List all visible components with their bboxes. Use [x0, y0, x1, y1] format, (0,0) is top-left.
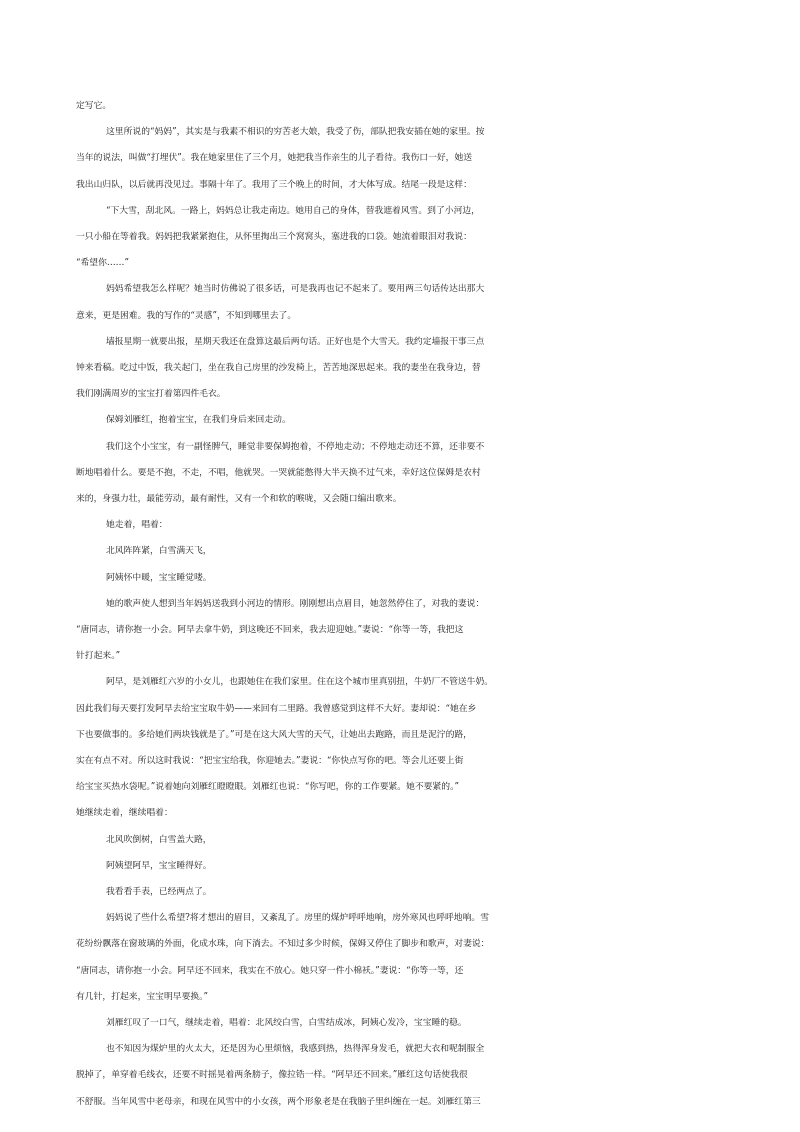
text-line: 妈妈说了些什么希望?将才想出的眉目，又紊乱了。房里的煤炉呼呼地响，房外寒风也呼呼地响。雪 — [106, 913, 489, 924]
text-line: 有几针，打起来，宝宝明早要换。” — [76, 991, 209, 1002]
text-line: 断地唱着什么。要是不抱，不走，不唱，他就哭。一哭就能憋得大半天换不过气来，幸好这位保姆是农村 — [76, 467, 481, 478]
text-line: 针打起来。” — [76, 651, 121, 662]
text-line: 一只小船在等着我。妈妈把我紧紧抱住，从怀里掏出三个窝窝头，塞进我的口袋。她流着眼泪对我说： — [76, 232, 472, 242]
text-line: 当年的说法，叫做“打埋伏”。我在她家里住了三个月，她把我当作亲生的儿子看待。我伤口一好，她送 — [76, 153, 473, 164]
text-line: 她的歌声使人想到当年妈妈送我到小河边的情形。刚刚想出点眉目，她忽然停住了，对我的妻说： — [106, 598, 485, 609]
text-line: 下也要做事的。多给她们两块钱就是了。”可是在这大风大雪的天气，让她出去跑路，而且是泥泞的路， — [76, 729, 472, 740]
text-line: 北风吹倒树，白雪盖大路， — [106, 834, 212, 845]
text-line: 阿早，是刘雁红六岁的小女儿，也跟她住在我们家里。住在这个城市里真别扭，牛奶厂不管送牛奶。 — [106, 677, 494, 688]
text-line: 墙报星期一就要出报，星期天我还在盘算这最后两句话。正好也是个大雪天。我约定墙报干事三点 — [106, 336, 485, 347]
text-line: “下大雪，刮北风。一路上，妈妈总让我走南边。她用自己的身体，替我遮着风雪。到了小河边， — [106, 205, 480, 216]
text-line: 保姆刘雁红，抱着宝宝，在我们身后来回走动。 — [106, 415, 291, 426]
text-line: “唐同志，请你抱一小会。阿早还不回来，我实在不放心。她只穿一件小棉袄。”妻说：“你等一等，还 — [76, 965, 464, 976]
text-line: 阿姨怀中暖，宝宝睡觉喽。 — [106, 572, 212, 583]
text-line: “希望你……” — [76, 258, 129, 269]
text-line: 花纷纷飘落在窗玻璃的外面，化成水珠，向下淌去。不知过多少时候，保姆又停住了脚步和歌声，对妻说： — [76, 939, 490, 950]
text-line: 她继续走着，继续唱着： — [76, 808, 173, 819]
text-line: 我们这个小宝宝，有一副怪脾气，睡觉非要保姆抱着，不停地走动；不停地走动还不算，还非要不 — [106, 441, 485, 452]
text-line: 来的，身强力壮，最能劳动，最有耐性，又有一个和软的喉咙，又会随口编出歌来。 — [76, 494, 402, 504]
text-line: 不舒服。当年风雪中老母亲，和现在风雪中的小女孩，两个形象老是在我脑子里纠缠在一起。刘雁红第三 — [76, 1096, 481, 1107]
text-line: 实在有点不对。所以这时我说：“把宝宝给我，你迎她去。”妻说：“你快点写你的吧。等会儿还要上街 — [76, 756, 464, 766]
text-line: 意来，更是困难。我的写作的“灵感”，不知到哪里去了。 — [76, 310, 297, 321]
text-line: 也不知因为煤炉里的火太大，还是因为心里烦恼，我感到热，热得浑身发毛，就把大衣和呢制服全 — [106, 1044, 485, 1055]
text-line: 妈妈希望我怎么样呢？她当时仿佛说了很多话，可是我再也记不起来了。要用两三句话传达出那大 — [106, 284, 485, 295]
text-line: 钟来看稿。吃过中饭，我关起门，坐在我自己房里的沙发椅上，苦苦地深思起来。我的妻坐在我身边，替 — [76, 363, 481, 373]
text-line: 阿姨望阿早，宝宝睡得好。 — [106, 860, 212, 871]
text-line: 北风阵阵紧，白雪满天飞， — [106, 546, 212, 557]
text-line: 刘雁红叹了一口气，继续走着，唱着：北风绞白雪，白雪结成冰，阿姨心发冷，宝宝睡的稳。 — [106, 1018, 467, 1028]
text-line: 定写它。 — [76, 101, 112, 111]
text-line: 她走着，唱着： — [106, 520, 168, 531]
text-line: 我们刚满周岁的宝宝打着第四件毛衣。 — [76, 389, 226, 400]
text-line: 我出山归队，以后就再没见过。事隔十年了。我用了三个晚上的时间，才大体写成。结尾一段是这样： — [76, 179, 472, 190]
text-line: 因此我们每天要打发阿早去给宝宝取牛奶——来回有二里路。我曾感觉到这样不大好。妻却说：“她在乡 — [76, 703, 477, 714]
text-line: 给宝宝买热水袋呢。”说着她向刘雁红瞪瞪眼。刘雁红也说：“你写吧，你的工作要紧。她不要紧的。” — [76, 782, 459, 793]
text-line: “唐同志，请你抱一小会。阿早去拿牛奶，到这晚还不回来，我去迎迎她。”妻说：“你等一等，我把这 — [76, 625, 464, 635]
text-line: 脱掉了，单穿着毛线衣，还要不时摇晃着两条膀子，像拉锆一样。“阿早还不回来。”雁红这句话使我很 — [76, 1070, 468, 1081]
text-line: 这里所说的“妈妈”，其实是与我素不相识的穷苦老大娘，我受了伤，部队把我安插在她的家里。按 — [106, 127, 485, 138]
text-line: 我看看手表，已经两点了。 — [106, 887, 212, 897]
